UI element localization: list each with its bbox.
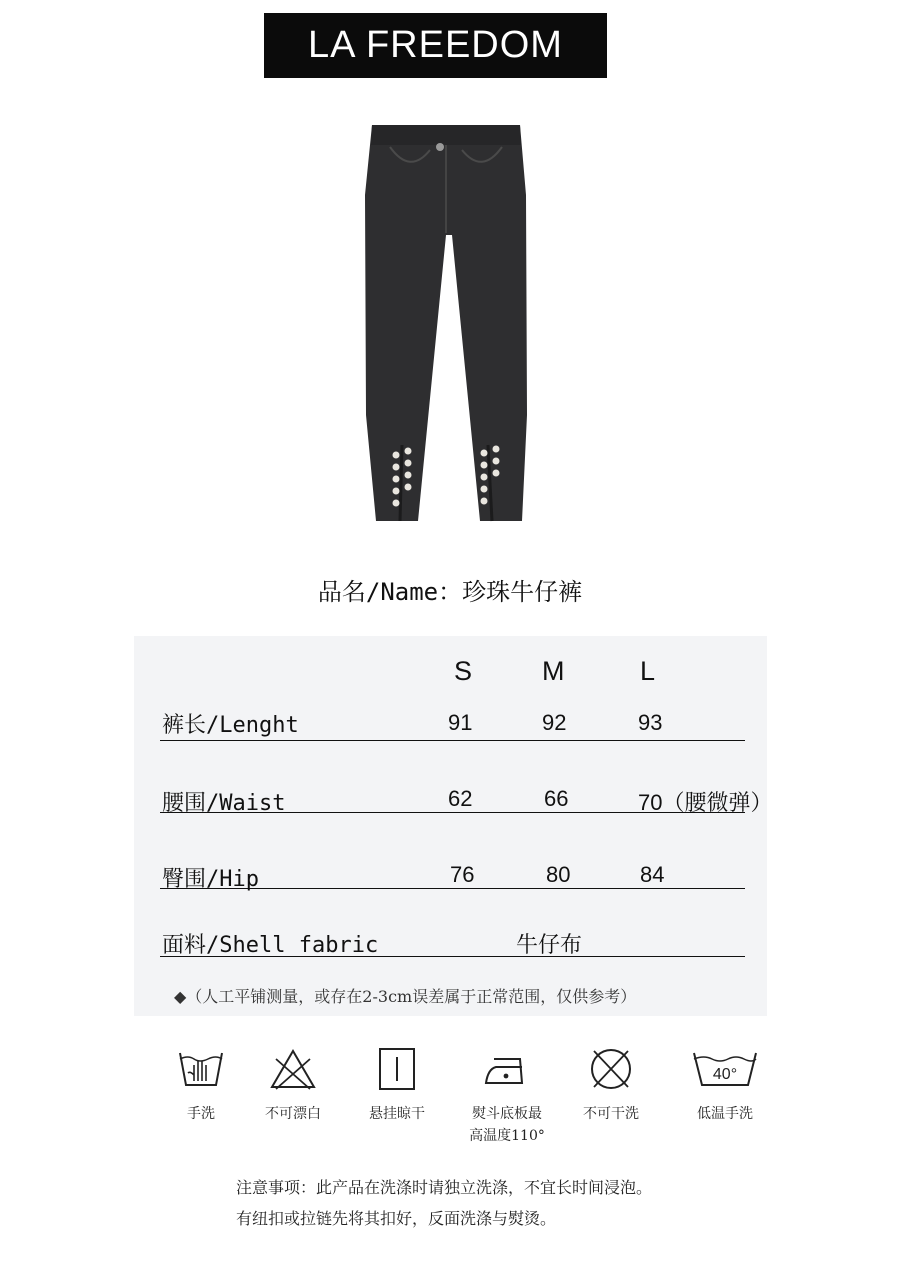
waist-m: 66 [544, 786, 569, 811]
hip-label: 臀围/Hip [162, 867, 259, 892]
fabric-value: 牛仔布 [516, 933, 583, 958]
length-m: 92 [542, 710, 567, 735]
care-label: 手洗 [187, 1106, 215, 1122]
row-divider [160, 812, 745, 813]
length-l: 93 [638, 710, 663, 735]
wash-40-icon [690, 1045, 760, 1093]
care-label: 悬挂晾干 [369, 1106, 425, 1122]
temperature-badge: 40° [712, 1066, 738, 1083]
note-line: 有纽扣或拉链先将其扣好，反面洗涤与熨烫。 [236, 1209, 557, 1228]
care-label: 不可干洗 [583, 1106, 639, 1122]
hip-l: 84 [640, 862, 665, 887]
care-label: 熨斗底板最 高温度110° [469, 1106, 545, 1144]
hip-m: 80 [546, 862, 571, 887]
waist-l: 70（腰微弹） [638, 790, 773, 815]
row-divider [160, 740, 745, 741]
care-no-dry-clean [556, 1045, 666, 1125]
size-header-s: S [454, 656, 473, 686]
row-divider [160, 888, 745, 889]
brand-logo: LA FREEDOM [264, 13, 607, 78]
hang-dry-icon [372, 1045, 422, 1093]
fabric-label: 面料/Shell fabric [162, 933, 379, 958]
care-iron [452, 1045, 562, 1147]
waist-s: 62 [448, 786, 473, 811]
product-name: 品名/Name：珍珠牛仔裤 [317, 578, 583, 606]
care-notes [236, 1172, 652, 1234]
hand-wash-icon [176, 1045, 226, 1093]
length-label: 裤长/Lenght [162, 713, 299, 738]
measurement-note: ◆（人工平铺测量，或存在2-3cm误差属于正常范围，仅供参考） [174, 987, 637, 1006]
note-line: 注意事项：此产品在洗涤时请独立洗涤，不宜长时间浸泡。 [236, 1178, 653, 1197]
waist-label: 腰围/Waist [162, 791, 286, 816]
no-dry-clean-icon [586, 1045, 636, 1093]
care-wash-40 [670, 1045, 780, 1125]
size-header-l: L [640, 656, 656, 686]
length-s: 91 [448, 710, 473, 735]
care-label: 不可漂白 [265, 1106, 321, 1122]
jeans-product-image [330, 115, 570, 535]
no-bleach-icon [268, 1045, 318, 1093]
row-divider [160, 956, 745, 957]
iron-icon [482, 1045, 532, 1093]
care-label: 低温手洗 [697, 1106, 753, 1122]
hip-s: 76 [450, 862, 475, 887]
care-hang-dry [342, 1045, 452, 1125]
care-instructions [0, 1045, 900, 1165]
care-no-bleach [238, 1045, 348, 1125]
size-table [134, 636, 773, 1016]
size-header-m: M [542, 656, 565, 686]
